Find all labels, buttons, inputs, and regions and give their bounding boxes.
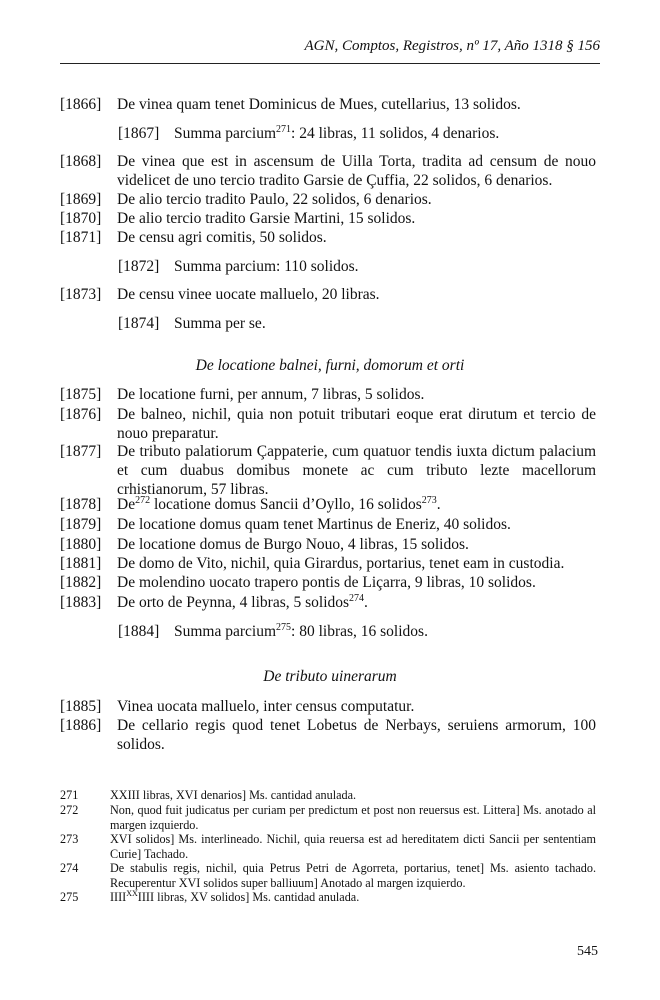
footnote-text: XVI solidos] Ms. interlineado. Nichil, quia reuersa est ad hereditatem dicti Sancii per sententiam Curie] Tachado. [110,832,596,861]
entry-number: [1875] [60,386,102,403]
entry-text: De vinea que est in ascensum de Uilla Torta, tradita ad censum de nouo videlicet de uno tercio tradito Garsie de Çuffia, 22 solidos, 6 denarios. [117,153,596,189]
entry-text: De locatione furni, per annum, 7 libras, 5 solidos. [117,386,425,403]
entry-number: [1873] [60,286,102,303]
entry-number: [1885] [60,698,102,715]
footnote-ref: 273 [421,494,437,506]
entry-number: [1866] [60,96,102,113]
entry-text: Vinea uocata malluelo, inter census computatur. [117,698,415,715]
entry-number: [1878] [60,496,102,513]
header-rule [60,63,600,64]
entry-text: De vinea quam tenet Dominicus de Mues, cutellarius, 13 solidos. [117,96,521,113]
footnote-ref: 274 [349,592,365,604]
section-heading: De locatione balnei, furni, domorum et orti [195,357,465,374]
entry-text: De orto de Peynna, 4 libras, 5 solidos$^{274}$. [117,592,368,611]
entry-number: [1872] [118,258,160,275]
footnote-text: XXIII libras, XVI denarios] Ms. cantidad anulada. [110,788,357,802]
footnote-text: $IIII^{XX}IIII$ libras, XV solidos] Ms. cantidad anulada. [110,888,360,904]
entry-number: [1876] [60,406,102,423]
entry-number: [1877] [60,443,102,460]
entry-text: De censu agri comitis, 50 solidos. [117,229,327,246]
entry-number: [1871] [60,229,102,246]
entry-number: [1867] [118,125,160,142]
footnote-number: 273 [60,832,79,846]
entry-text: De alio tercio tradito Paulo, 22 solidos, 6 denarios. [117,191,432,208]
entry-text: De molendino uocato trapero pontis de Liçarra, 9 libras, 10 solidos. [117,574,536,591]
page-number: 545 [577,944,598,959]
entry-text: De locatione domus quam tenet Martinus de Eneriz, 40 solidos. [117,516,511,533]
entry-number: [1880] [60,536,102,553]
entry-text: Summa parcium$^{275}$: 80 libras, 16 solidos. [174,621,428,640]
entry-number: [1879] [60,516,102,533]
footnote-ref: 272 [135,494,151,506]
entry-text: De censu vinee uocate malluelo, 20 libras. [117,286,380,303]
entry-text: De tributo palatiorum Çappaterie, cum quatuor tendis iuxta dictum palacium et cum duabus domibus monete ac cum tributo lezte macellorum crhistianorum, 57 libras. [117,443,596,498]
entry-text: Summa per se. [174,315,266,332]
entry-number: [1884] [118,623,160,640]
entry-text: De$^{272}$ locatione domus Sancii d’Oyllo, 16 solidos$^{273}$. [117,494,441,513]
footnote-ref: 271 [276,123,292,135]
footnote-number: 271 [60,788,79,802]
entry-number: [1868] [60,153,102,170]
entry-text: De alio tercio tradito Garsie Martini, 15 solidos. [117,210,416,227]
entry-text: Summa parcium: 110 solidos. [174,258,359,275]
entry-number: [1882] [60,574,102,591]
entry-number: [1883] [60,594,102,611]
entry-number: [1869] [60,191,102,208]
entry-text: De locatione domus de Burgo Nouo, 4 libras, 15 solidos. [117,536,469,553]
footnote-text: Non, quod fuit judicatus per curiam per predictum et post non reuersus est. Littera] Ms. anotado al margen izquierdo. [110,803,596,832]
entry-number: [1870] [60,210,102,227]
footnote-number: 275 [60,890,79,904]
entry-number: [1874] [118,315,160,332]
footnote-ref: 275 [276,621,292,633]
footnote-number: 272 [60,803,79,817]
section-heading: De tributo uinerarum [263,668,397,685]
entry-text: De cellario regis quod tenet Lobetus de Nerbays, seruiens armorum, 100 solidos. [117,717,596,753]
entry-text: De domo de Vito, nichil, quia Girardus, portarius, tenet eam in custodia. [117,555,565,572]
superscript: XX [126,888,138,898]
entry-text: Summa parcium$^{271}$: 24 libras, 11 solidos, 4 denarios. [174,123,500,142]
entry-number: [1886] [60,717,102,734]
entry-number: [1881] [60,555,102,572]
footnote-text: De stabulis regis, nichil, quia Petrus Petri de Agorreta, portarius, tenet] Ms. asiento tachado. Recuperentur XVI solidos super balliuum] Anotado al margen izquierdo. [110,861,596,890]
footnote-number: 274 [60,861,79,875]
running-header: AGN, Comptos, Registros, nº 17, Año 1318 § 156 [304,38,600,54]
entry-text: De balneo, nichil, quia non potuit tributari eoque erat dirutum et tercio de nouo preparatur. [117,406,596,442]
